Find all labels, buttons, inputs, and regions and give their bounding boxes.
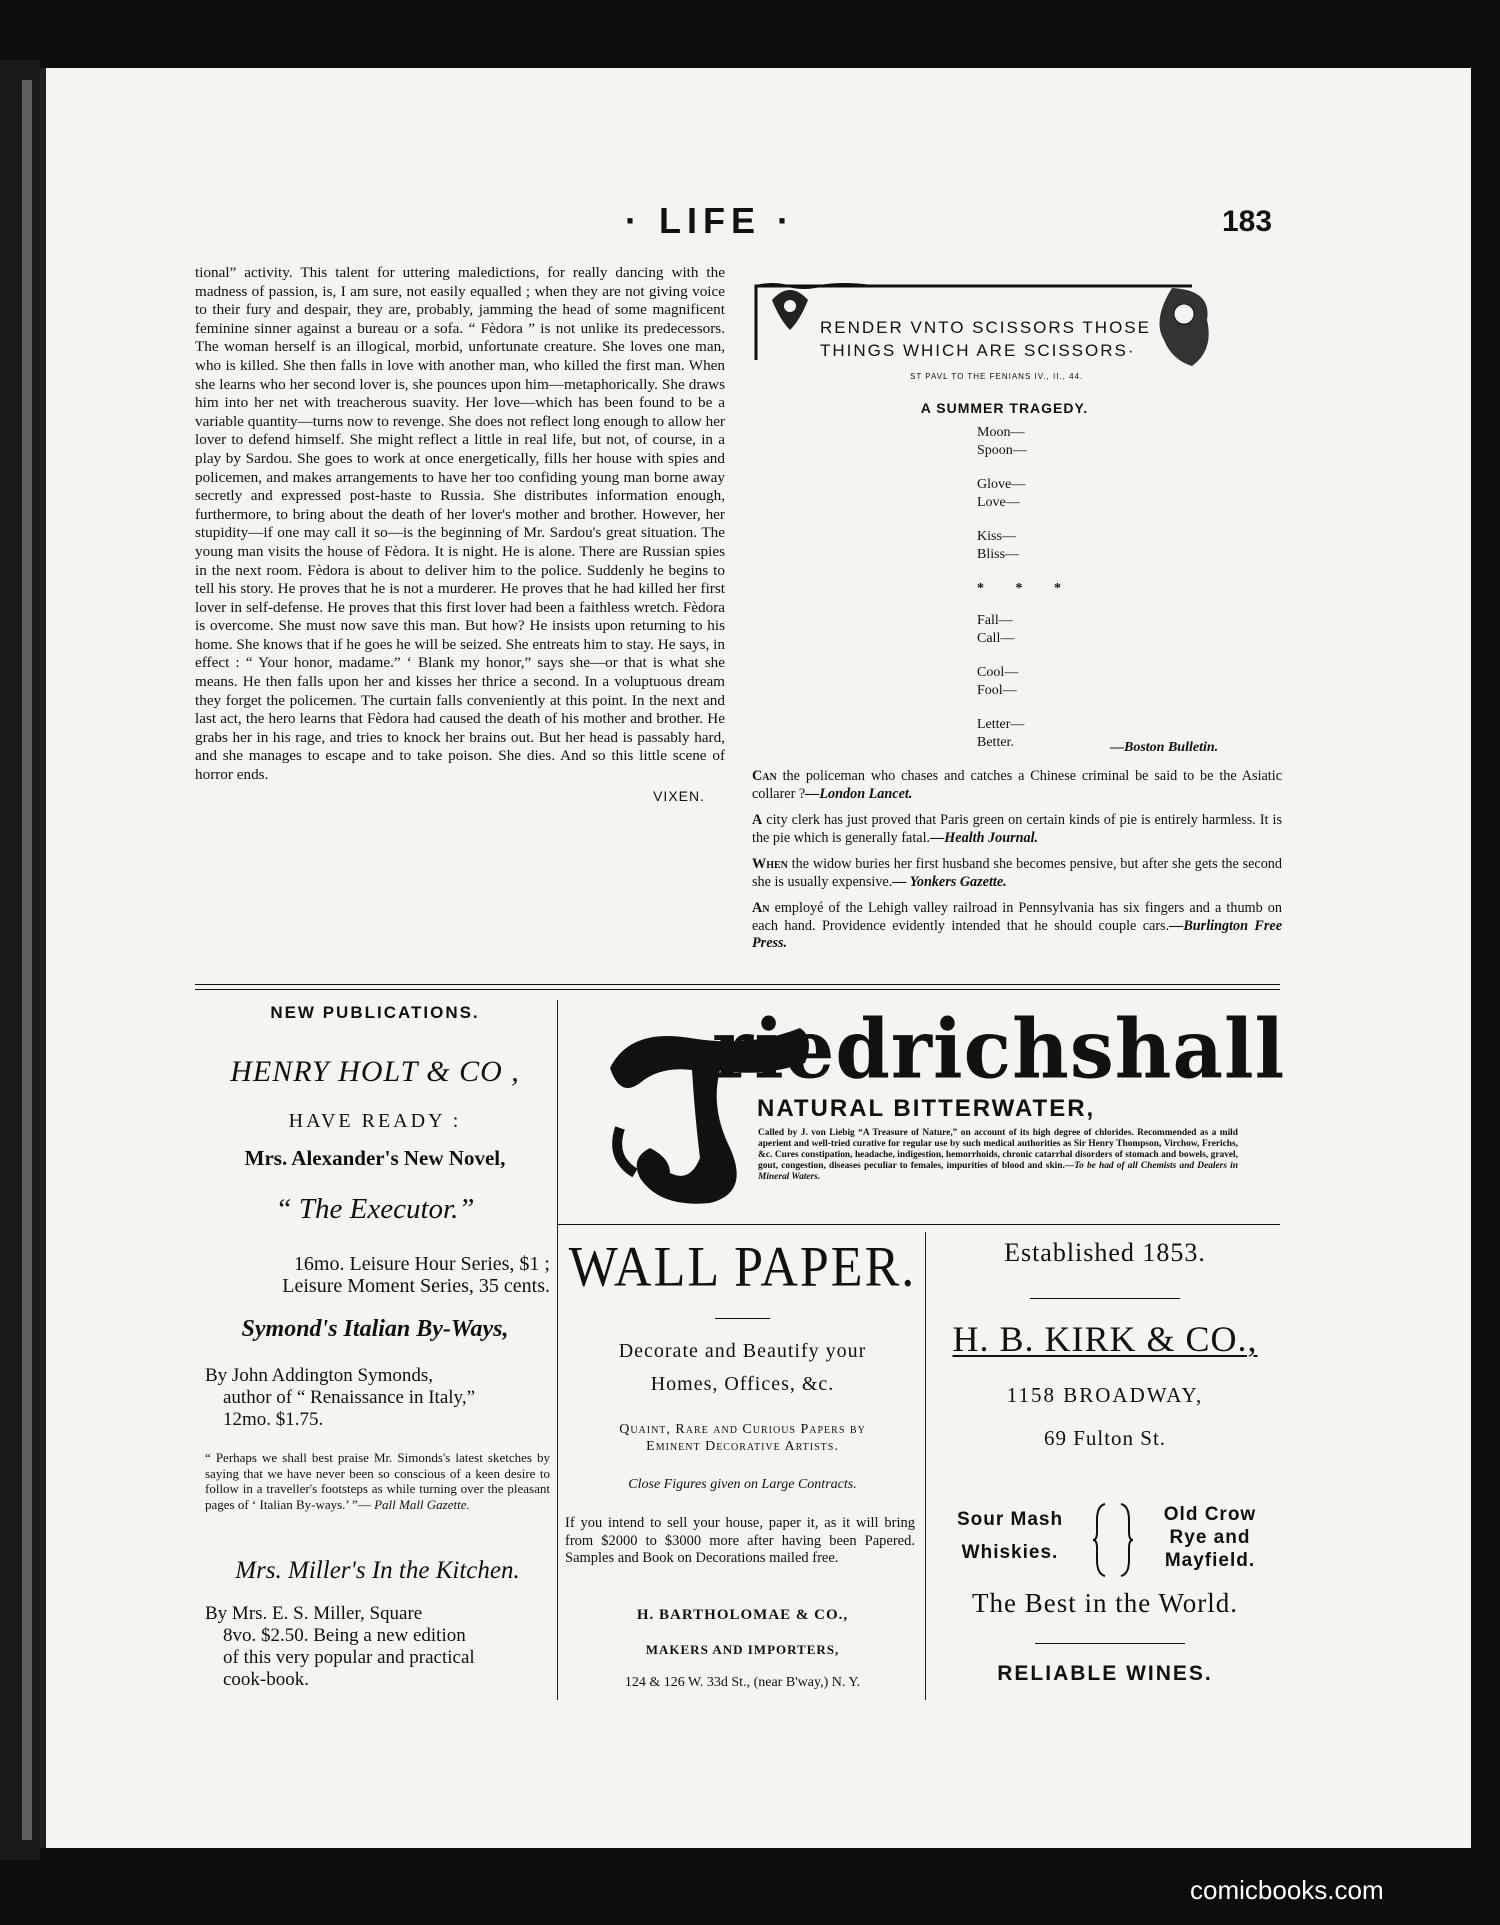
scissors-banner — [752, 280, 1214, 370]
review-quote — [205, 1450, 550, 1512]
poem-citation: —Boston Bulletin. — [1110, 740, 1219, 755]
wallpaper-title: WALL PAPER. — [568, 1236, 917, 1299]
poem-stanza — [977, 476, 1075, 512]
book3-author — [205, 1603, 555, 1691]
section-divider — [195, 984, 1280, 985]
decorate-line: Decorate and Beautify your — [618, 1340, 867, 1362]
kirk-footer: RELIABLE WINES. — [997, 1662, 1213, 1685]
wallpaper-company: H. BARTHOLOMAE & CO., — [636, 1607, 849, 1623]
poem-line: Moon— — [977, 425, 1025, 440]
poem-stanza — [977, 528, 1075, 564]
short-rule — [1035, 1643, 1185, 1644]
series-line: 16mo. Leisure Hour Series, $1 ; — [293, 1253, 550, 1275]
kirk-company: H. B. KIRK & CO., — [952, 1319, 1258, 1359]
poem-title: A SUMMER TRAGEDY. — [920, 400, 1089, 416]
poem-stars: * * * — [977, 581, 1075, 596]
joke-lead: When — [752, 856, 788, 872]
magazine-title: · LIFE · — [625, 200, 795, 241]
quaint-line: Quaint, Rare and Curious Papers by — [619, 1422, 866, 1437]
new-publications-heading: NEW PUBLICATIONS. — [270, 1003, 480, 1022]
friedrichshall-tail: To be had of all Chemists and Dealers in Mineral Waters. — [758, 1161, 1238, 1182]
kirk-fulton: 69 Fulton St. — [1043, 1426, 1167, 1450]
spine-edge — [22, 80, 32, 1840]
have-ready: HAVE READY : — [288, 1110, 462, 1132]
product-line: Old Crow — [1163, 1504, 1257, 1525]
friedrichshall-subtitle: NATURAL BITTERWATER, — [757, 1095, 1096, 1122]
product-line: Sour Mash — [956, 1509, 1064, 1530]
wallpaper-makers: MAKERS AND IMPORTERS, — [645, 1642, 840, 1657]
wallpaper-contracts: Close Figures given on Large Contracts. — [628, 1477, 857, 1492]
short-rule — [1030, 1298, 1180, 1299]
book2-title: Symond's Italian By-Ways, — [241, 1316, 509, 1342]
banner-line: THINGS WHICH ARE SCISSORS· — [820, 341, 1136, 360]
joke-item — [752, 812, 1282, 847]
kirk-broadway: 1158 BROADWAY, — [1006, 1383, 1204, 1407]
poem-stanza — [977, 424, 1075, 460]
article-paragraph: tional” activity. This talent for uttering maledictions, for really dancing with the madness of passion, is, I am sure, not easily equalled ; when they are not giving voice to their fury and despair, they are, probably, jamming the head of some magnificent feminine sinner against a bureau or a sofa. “ Fèdora ” is not unlike its predecessors. The woman herself is an illogical, morbid, unfortunate creature. She loves one man, who is killed. She then falls in love with another man, who killed the first man. When she learns who her second lover is, she pounces upon him—metaphorically. She draws him into her net with treacherous suavity. Her love—which has been found to be a variable quantity—turns now to revenge. She does not reflect long enough to allow her lover to defend himself. She might reflect a little in real life, but not, of course, in a play by Sardou. She goes to work at once energetically, fills her house with spies and policemen, and makes arrangements to have her too confiding young man borne away secretly and expressed post-haste to Russia. She distributes information enough, furthermore, to bring about the death of her lover's mother and brother. However, her stupidity—if one may call it so—is the beginning of Mr. Sardou's great situation. The young man visits the house of Fèdora. It is night. He is alone. There are Russian spies in the next room. Fèdora is about to deliver him to the police. Suddenly he begins to tell his story. He proves that he is not a murderer. He proves that he had killed her first lover in self-defense. He proves that this first lover had been a faithless wretch. Fèdora is overcome. She must now save this man. But how? He insists upon returning to his home. She knows that if he goes he will be seized. She entreats him to stay. He says, in effect : “ Your honor, madame.” ‘ Blank my honor,” says she—or that is what she means. He then falls upon her and kisses her thrice a second. In a voluptuous dream they forget the policemen. The curtain falls conveniently at this point. In the next and last act, the hero learns that Fèdora had caused the death of his mother and brother. He grabs her in his rage, and tries to knock her brains out. But her head is passably hard, and she manages to escape and to take poison. She dies. And so this little scene of horror ends. — [195, 264, 725, 784]
banner-text — [820, 316, 1151, 362]
friedrichshall-body — [758, 1128, 1238, 1183]
joke-source: —Burlington Free Press. — [752, 917, 1283, 951]
product-line: Mayfield. — [1164, 1550, 1256, 1571]
joke-lead: Can — [752, 768, 777, 784]
quote-source: Pall Mall Gazette. — [374, 1496, 470, 1512]
poem-stanza — [977, 716, 1075, 752]
poem-stanza — [977, 612, 1075, 648]
decorate-line: Homes, Offices, &c. — [650, 1373, 835, 1395]
quote-text: “ Perhaps we shall best praise Mr. Simonds's latest sketches by saying that we have never been so conscious of a keen desire to follow in a traveller's footsteps as while turning over the pleasant pages of ‘ Italian By-ways.’ ”— — [205, 1450, 550, 1512]
product-line: Rye and — [1169, 1527, 1251, 1548]
author-line: By John Addington Symonds, — [205, 1365, 434, 1386]
joke-lead: An — [752, 900, 770, 916]
joke-source: — Yonkers Gazette. — [892, 873, 1007, 890]
series-line: Leisure Moment Series, 35 cents. — [282, 1275, 550, 1297]
joke-text: the policeman who chases and catches a Chinese criminal be said to be the Asiatic collarer ? — [752, 768, 1282, 802]
kirk-tagline: The Best in the World. — [971, 1588, 1239, 1618]
page-number: 183 — [1222, 205, 1273, 238]
series-info — [195, 1253, 550, 1297]
novel-line: Mrs. Alexander's New Novel, — [244, 1146, 506, 1170]
poem-line: Glove— — [977, 477, 1026, 492]
joke-item — [752, 768, 1282, 803]
jokes-column — [752, 768, 1282, 962]
poem-line: Bliss— — [977, 547, 1020, 562]
poem-line: Kiss— — [977, 529, 1016, 544]
publisher-name: HENRY HOLT & CO , — [230, 1055, 520, 1088]
article-column — [195, 264, 725, 805]
wallpaper-decorate — [565, 1335, 920, 1401]
author-line: 12mo. $1.75. — [223, 1409, 324, 1430]
poem-line: Spoon— — [977, 443, 1027, 458]
poem-line: Love— — [977, 495, 1020, 510]
joke-lead: A — [752, 812, 763, 828]
joke-text: employé of the Lehigh valley railroad in Pennsylvania has six fingers and a thumb on each hand. Providence evidently intended that he should couple cars. — [752, 900, 1282, 934]
brace-icon — [1093, 1500, 1133, 1580]
author-line: author of “ Renaissance in Italy,” — [223, 1387, 476, 1408]
kirk-whiskies — [940, 1503, 1080, 1569]
banner-citation: ST PAVL TO THE FENIANS IV., II., 44. — [910, 372, 1084, 381]
joke-source: —London Lancet. — [805, 785, 913, 802]
joke-item — [752, 900, 1282, 953]
author-line: 8vo. $2.50. Being a new edition — [223, 1625, 466, 1646]
quaint-line: Eminent Decorative Artists. — [646, 1439, 839, 1454]
article-signature: VIXEN. — [653, 787, 705, 804]
poem-line: Call— — [977, 631, 1015, 646]
kirk-established: Established 1853. — [1004, 1238, 1206, 1267]
book-spine — [0, 60, 40, 1860]
product-line: Whiskies. — [961, 1542, 1059, 1563]
book-title: “ The Executor.” — [275, 1193, 475, 1225]
poem-line: Letter— — [977, 717, 1025, 732]
kirk-old-crow — [1140, 1503, 1280, 1572]
poem — [977, 424, 1075, 768]
wallpaper-address: 124 & 126 W. 33d St., (near B'way,) N. Y. — [624, 1675, 861, 1690]
column-divider — [925, 1232, 926, 1700]
poem-line: Better. — [977, 735, 1014, 750]
poem-stanza — [977, 664, 1075, 700]
poem-line: Fall— — [977, 613, 1013, 628]
author-line: of this very popular and practical — [223, 1647, 475, 1668]
joke-text: city clerk has just proved that Paris green on certain kinds of pie is entirely harmless. It is the pie which is generally fatal. — [752, 812, 1282, 846]
column-divider — [557, 1000, 558, 1700]
watermark: comicbooks.com — [1190, 1875, 1384, 1905]
joke-item — [752, 856, 1282, 891]
banner-line: RENDER VNTO SCISSORS THOSE — [820, 318, 1151, 337]
book3-title: Mrs. Miller's In the Kitchen. — [235, 1557, 520, 1584]
author-line: cook-book. — [223, 1669, 310, 1690]
friedrichshall-wordmark: riedrichshall — [712, 1001, 1286, 1098]
poem-line: Cool— — [977, 665, 1019, 680]
short-rule — [715, 1318, 770, 1319]
book2-author — [205, 1365, 545, 1431]
wallpaper-body: If you intend to sell your house, paper it, as it will bring from $2000 to $3000 more after having been Papered. Samples and Book on Decorations mailed free. — [565, 1515, 915, 1566]
poem-line: Fool— — [977, 683, 1017, 698]
wallpaper-quaint — [565, 1421, 920, 1455]
friedrichshall-text: Called by J. von Liebig “A Treasure of Nature,” on account of its high degree of chlorides. Recommended as a mild aperient and well-tried curative for regular use by such medical authorities as Sir Henry Thompson, Virchow, Frerichs, &c. Cures constipation, headache, indigestion, hemorrhoids, chronic catarrhal disorders of stomach and bowels, gravel, gout, congestion, diseases peculiar to females, impurities of blood and skin.— — [758, 1128, 1238, 1171]
ad-divider — [558, 1224, 1280, 1225]
joke-text: the widow buries her first husband she becomes pensive, but after she gets the second she is usually expensive. — [752, 856, 1282, 890]
section-divider — [195, 989, 1280, 990]
author-line: By Mrs. E. S. Miller, Square — [205, 1603, 423, 1624]
joke-source: —Health Journal. — [930, 829, 1039, 846]
